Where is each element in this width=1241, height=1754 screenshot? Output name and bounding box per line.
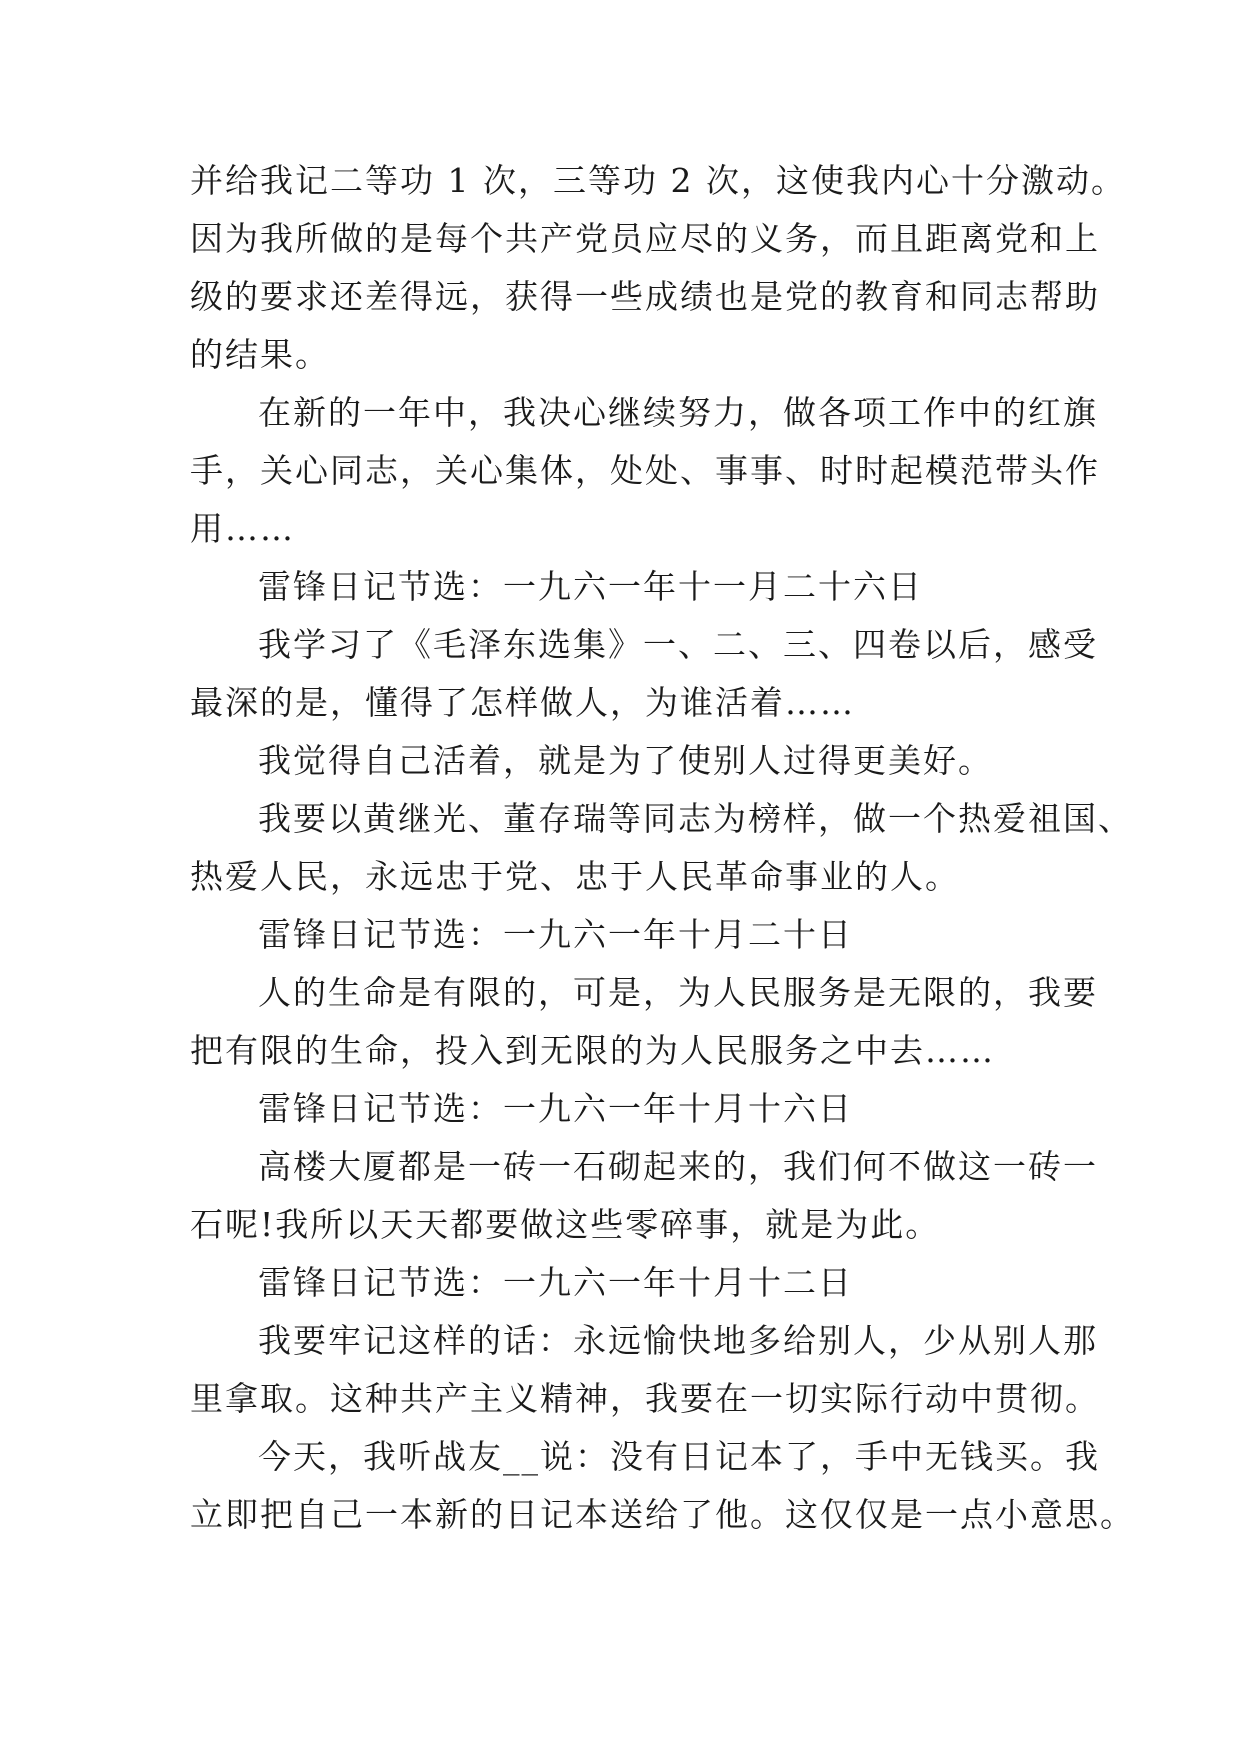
text-line: 里拿取。这种共产主义精神，我要在一切实际行动中贯彻。 xyxy=(190,1379,1100,1418)
text-line: 我学习了《毛泽东选集》一、二、三、四卷以后，感受 xyxy=(258,625,1098,664)
text-line: 因为我所做的是每个共产党员应尽的义务，而且距离党和上 xyxy=(190,219,1100,258)
text-line: 并给我记二等功 1 次，三等功 2 次，这使我内心十分激动。 xyxy=(190,161,1126,200)
text-line: 石呢!我所以天天都要做这些零碎事，就是为此。 xyxy=(190,1205,941,1244)
diary-heading: 雷锋日记节选：一九六一年十月二十日 xyxy=(258,915,853,954)
text-line: 立即把自己一本新的日记本送给了他。这仅仅是一点小意思。 xyxy=(190,1495,1135,1534)
diary-heading: 雷锋日记节选：一九六一年十月十六日 xyxy=(258,1089,853,1128)
text-line: 人的生命是有限的，可是，为人民服务是无限的，我要 xyxy=(258,973,1098,1012)
text-line: 用…… xyxy=(190,509,295,548)
diary-heading: 雷锋日记节选：一九六一年十一月二十六日 xyxy=(258,567,923,606)
text-line: 我要牢记这样的话：永远愉快地多给别人，少从别人那 xyxy=(258,1321,1098,1360)
diary-heading: 雷锋日记节选：一九六一年十月十二日 xyxy=(258,1263,853,1302)
text-line: 在新的一年中，我决心继续努力，做各项工作中的红旗 xyxy=(258,393,1098,432)
text-line: 我觉得自己活着，就是为了使别人过得更美好。 xyxy=(258,741,993,780)
text-line: 手，关心同志，关心集体，处处、事事、时时起模范带头作 xyxy=(190,451,1100,490)
text-line: 我要以黄继光、董存瑞等同志为榜样，做一个热爱祖国、 xyxy=(258,799,1133,838)
text-line: 级的要求还差得远，获得一些成绩也是党的教育和同志帮助 xyxy=(190,277,1100,316)
text-line: 今天，我听战友__说：没有日记本了，手中无钱买。我 xyxy=(258,1437,1100,1476)
text-line: 的结果。 xyxy=(190,335,330,374)
text-line: 把有限的生命，投入到无限的为人民服务之中去…… xyxy=(190,1031,995,1070)
text-line: 热爱人民，永远忠于党、忠于人民革命事业的人。 xyxy=(190,857,960,896)
text-line: 高楼大厦都是一砖一石砌起来的，我们何不做这一砖一 xyxy=(258,1147,1098,1186)
document-body xyxy=(190,152,1135,1544)
text-line: 最深的是，懂得了怎样做人，为谁活着…… xyxy=(190,683,855,722)
